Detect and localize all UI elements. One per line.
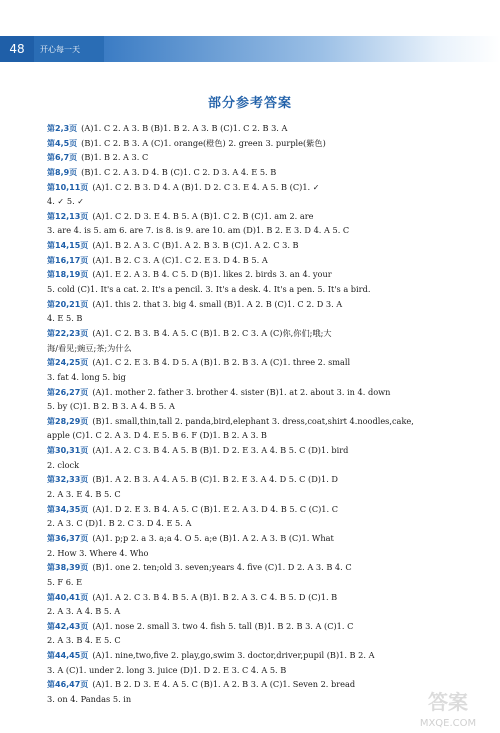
answer-line: [47, 355, 467, 370]
page-number: 48: [0, 36, 34, 62]
answer-line: [47, 516, 467, 531]
answer-line: [47, 428, 467, 443]
answer-line: [47, 150, 467, 165]
answer-text: 2. A 3. E 4. B 5. C: [47, 489, 121, 500]
page-range-label: 第42,43页: [47, 621, 89, 631]
page-range-label: 第40,41页: [47, 592, 89, 602]
answer-text: (B)1. small,thin,tall 2. panda,bird,elephant 3. dress,coat,shirt 4.noodles,cake,: [92, 415, 414, 426]
answer-line: [47, 267, 467, 282]
header-gradient-band: [104, 36, 500, 62]
answer-text: (A)1. mother 2. father 3. brother 4. sister (B)1. at 2. about 3. in 4. down: [92, 386, 391, 397]
answer-text: (A)1. B 2. C 3. A (C)1. C 2. E 3. D 4. B 5. A: [92, 254, 268, 265]
answer-text: (A)1. C 2. B 3. D 4. A (B)1. D 2. C 3. E 4. A 5. B (C)1. ✓: [92, 181, 320, 192]
answer-line: [47, 663, 467, 678]
page-range-label: 第30,31页: [47, 446, 89, 456]
answer-text: (A)1. E 2. A 3. B 4. C 5. D (B)1. likes 2. birds 3. an 4. your: [92, 269, 332, 280]
answer-text: 2. A 3. C (D)1. B 2. C 3. D 4. E 5. A: [47, 518, 192, 529]
answer-line: [47, 502, 467, 517]
answer-line: [47, 209, 467, 224]
answer-text: 5. cold (C)1. It's a cat. 2. It's a pencil. 3. It's a desk. 4. It's a pen. 5. It's a bird.: [47, 284, 371, 295]
answer-text: 3. on 4. Pandas 5. in: [47, 693, 132, 704]
page-range-label: 第28,29页: [47, 416, 89, 426]
page-range-label: 第32,33页: [47, 475, 89, 485]
answer-text: 2. A 3. A 4. B 5. A: [47, 606, 121, 617]
page-range-label: 第14,15页: [47, 241, 89, 251]
answer-line: [47, 121, 467, 136]
answer-text: (B)1. C 2. B 3. A (C)1. orange(橙色) 2. green 3. purple(紫色): [81, 137, 326, 148]
answer-text: 海/看见;豌豆;茶;为什么: [47, 342, 132, 353]
answer-text: 4. ✓ 5. ✓: [47, 196, 85, 207]
page-range-label: 第16,17页: [47, 255, 89, 265]
answer-text: (A)1. B 2. A 3. C (B)1. A 2. B 3. B (C)1. A 2. C 3. B: [92, 240, 299, 251]
answer-text: (A)1. C 2. D 3. E 4. B 5. A (B)1. C 2. B (C)1. am 2. are: [92, 210, 314, 221]
page-title: 部分参考答案: [207, 96, 292, 111]
answer-line: [47, 341, 467, 356]
answer-text: (A)1. C 2. B 3. B 4. A 5. C (B)1. B 2. C 3. A (C)你,你们;哦;大: [92, 327, 332, 338]
answer-line: [47, 326, 467, 341]
page-header: [0, 36, 500, 62]
answer-text: (A)1. C 2. A 3. B (B)1. B 2. A 3. B (C)1. C 2. B 3. A: [81, 123, 288, 133]
page-range-label: 第2,3页: [47, 124, 78, 133]
answer-text: (A)1. this 2. that 3. big 4. small (B)1. A 2. B (C)1. C 2. D 3. A: [92, 298, 343, 309]
page-range-label: 第36,37页: [47, 533, 89, 543]
answer-text: 5. by (C)1. B 2. B 3. A 4. B 5. A: [47, 401, 175, 412]
answer-line: [47, 223, 467, 238]
answer-line: [47, 370, 467, 385]
answer-text: (B)1. C 2. A 3. D 4. B (C)1. C 2. D 3. A 4. E 5. B: [81, 166, 277, 177]
answer-line: [47, 297, 467, 312]
answer-text: (A)1. nine,two,five 2. play,go,swim 3. doctor,driver,pupil (B)1. B 2. A: [92, 650, 375, 661]
answer-text: 4. E 5. B: [47, 313, 83, 324]
answer-text: (A)1. p;p 2. a 3. a;a 4. O 5. a;e (B)1. A 2. A 3. B (C)1. What: [92, 532, 334, 543]
page-range-label: 第20,21页: [47, 299, 89, 309]
answer-text: (B)1. one 2. ten;old 3. seven;years 4. five (C)1. D 2. A 3. B 4. C: [92, 562, 352, 573]
answer-line: [47, 472, 467, 487]
answer-text: apple (C)1. C 2. A 3. D 4. E 5. B 6. F (D)1. B 2. A 3. B: [47, 430, 267, 441]
answer-text: (A)1. B 2. D 3. E 4. A 5. C (B)1. A 2. B 3. A (C)1. Seven 2. bread: [92, 679, 356, 690]
answer-text: (A)1. A 2. C 3. B 4. B 5. A (B)1. B 2. A 3. C 4. B 5. D (C)1. B: [92, 591, 338, 602]
answer-line: [47, 531, 467, 546]
answer-line: [47, 385, 467, 400]
page-range-label: 第12,13页: [47, 211, 89, 221]
answer-text: 5. F 6. E: [47, 576, 83, 587]
answer-line: [47, 619, 467, 634]
header-label: 开心每一天: [34, 36, 104, 62]
answer-line: [47, 648, 467, 663]
page-range-label: 第34,35页: [47, 504, 89, 514]
answer-line: [47, 575, 467, 590]
page-range-label: 第8,9页: [47, 167, 78, 177]
answer-line: [47, 560, 467, 575]
page-range-label: 第46,47页: [47, 680, 89, 690]
answer-line: [47, 253, 467, 268]
answer-line: [47, 590, 467, 605]
answer-line: [47, 546, 467, 561]
page-range-label: 第6,7页: [47, 153, 78, 163]
page-range-label: 第10,11页: [47, 182, 89, 192]
page-range-label: 第44,45页: [47, 651, 89, 661]
answer-text: (A)1. A 2. C 3. B 4. A 5. B (B)1. D 2. E 3. A 4. B 5. C (D)1. bird: [92, 445, 349, 456]
answer-line: [47, 487, 467, 502]
answer-line: [47, 399, 467, 414]
answer-line: [47, 282, 467, 297]
watermark-text: MXQE.COM: [419, 718, 477, 729]
answer-text: 3. are 4. is 5. am 6. are 7. is 8. is 9. are 10. am (D)1. B 2. E 3. D 4. A 5. C: [47, 225, 350, 236]
page-range-label: 第38,39页: [47, 563, 89, 573]
answer-line: [47, 414, 467, 429]
answer-text: (A)1. C 2. E 3. B 4. D 5. A (B)1. B 2. B 3. A (C)1. three 2. small: [92, 357, 351, 368]
answer-text: 3. fat 4. long 5. big: [47, 371, 126, 382]
answer-line: [47, 311, 467, 326]
page-range-label: 第4,5页: [47, 138, 78, 148]
answer-line: [47, 238, 467, 253]
watermark-logo: 答案: [428, 690, 468, 714]
answer-text: 2. A 3. B 4. E 5. C: [47, 635, 121, 646]
page-range-label: 第22,23页: [47, 328, 89, 338]
answer-line: [47, 136, 467, 151]
answer-text: 3. A (C)1. under 2. long 3. juice (D)1. D 2. E 3. C 4. A 5. B: [47, 664, 287, 675]
answer-line: [47, 604, 467, 619]
page-range-label: 第24,25页: [47, 358, 89, 368]
answer-text: (A)1. D 2. E 3. B 4. A 5. C (B)1. E 2. A 3. D 4. B 5. C (C)1. C: [92, 503, 338, 514]
answer-line: [47, 180, 467, 195]
answer-line: [47, 633, 467, 648]
answer-list: [47, 121, 467, 707]
answer-line: [47, 165, 467, 180]
answer-line: [47, 194, 467, 209]
answer-line: [47, 443, 467, 458]
answer-text: 2. How 3. Where 4. Who: [47, 547, 149, 558]
page-range-label: 第18,19页: [47, 270, 89, 280]
page-range-label: 第26,27页: [47, 387, 89, 397]
watermark: [402, 689, 494, 729]
answer-line: [47, 458, 467, 473]
answer-text: (A)1. nose 2. small 3. two 4. fish 5. tall (B)1. B 2. B 3. A (C)1. C: [92, 620, 354, 631]
answer-text: (B)1. A 2. B 3. A 4. A 5. B (C)1. B 2. E 3. A 4. D 5. C (D)1. D: [92, 474, 338, 485]
answer-text: (B)1. B 2. A 3. C: [81, 152, 149, 163]
answer-text: 2. clock: [47, 459, 80, 470]
